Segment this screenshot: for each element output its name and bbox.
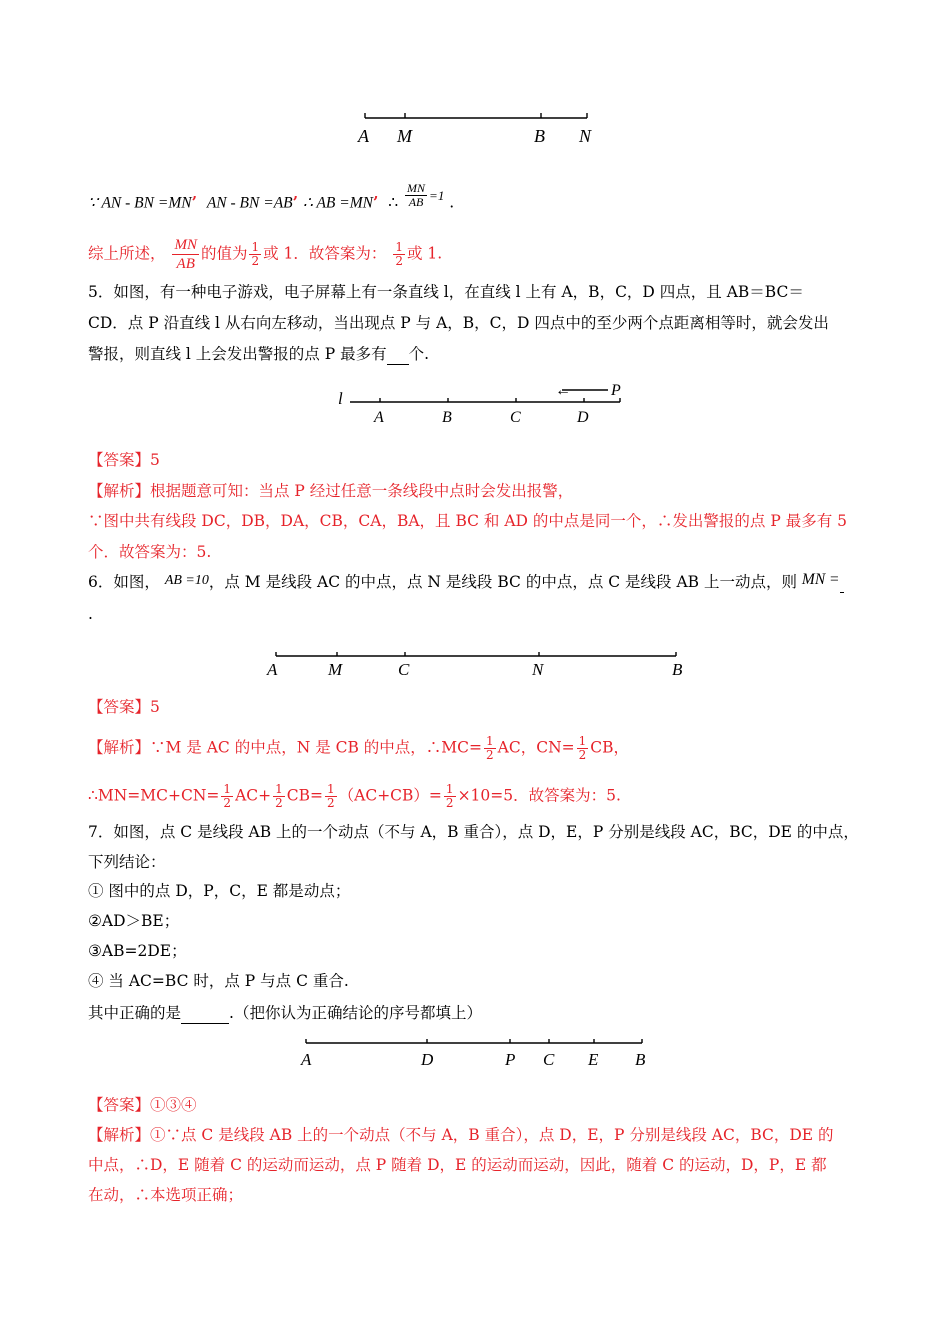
summary-frac-num: MN [174,237,197,253]
half-den: 2 [275,796,283,810]
q6-exp-l2d: （AC+CB）= [338,786,442,805]
proof-frac-num: MN [407,181,426,195]
proof-frac-den: AB [408,195,424,209]
label-b: B [442,409,452,426]
figure-segment-amb-n [350,106,610,152]
half-den: 2 [327,796,335,810]
q7-answer-blank [181,1003,229,1024]
label-a: A [374,409,384,426]
half-num: 1 [578,734,587,748]
q6-exp-l1b: AC，CN= [497,738,575,757]
q7-line1: 7．如图，点 C 是线段 AB 上的一个动点（不与 A，B 重合），点 D，E，P 分别是线段 AC，BC，DE 的中点， [88,823,859,841]
label-a: A [301,1050,312,1069]
q5-answer: 【答案】5 [88,451,160,469]
label-line-l: l [338,389,343,408]
half-num: 1 [275,782,283,796]
summary-fraction [172,236,199,273]
figure-segment-adpceb [296,1034,656,1072]
q5-line1: 5．如图，有一种电子游戏，电子屏幕上有一条直线 l，在直线 l 上有 A，B，C，D 四点，且 AB＝BC＝ [88,283,804,301]
q5-line2: CD．点 P 沿直线 l 从右向左移动，当出现点 P 与 A，B，C，D 四点中的至少两个点距离相等时，就会发出 [88,314,829,332]
proof-quote1: ’ [191,192,197,212]
summary-lead: 综上所述， [88,244,166,263]
label-b: B [534,126,545,146]
proof-quote3: ’ [372,192,379,212]
summary-or2: 或 1. [406,244,443,263]
q6-exp-l2a: ∴MN=MC+CN= [88,786,220,805]
half-den: 2 [486,748,494,762]
q5-line3-tail: 个. [408,345,430,363]
q5-answer-blank [387,344,409,365]
label-c: C [510,409,521,426]
q5-exp-line3: 个．故答案为：5. [88,543,212,561]
q5-exp-line1: 【解析】根据题意可知：当点 P 经过任意一条线段中点时会发出报警， [88,482,574,500]
q5-exp-line2: ∵图中共有线段 DC，DB，DA，CB，CA，BA，且 BC 和 AD 的中点是同一个，∴发出警报的点 P 最多有 5 [88,512,847,530]
label-c: C [398,660,410,679]
q6-exp-l2e: ×10=5．故答案为：5. [457,786,621,805]
half-num: 1 [327,782,335,796]
q6-exp-l2c: CB= [286,786,323,805]
q7-conclusion3: ③AB=2DE； [88,942,187,960]
q7-conclusion4: ④ 当 AC=BC 时，点 P 与点 C 重合. [88,972,349,990]
figure-game-line [330,378,630,430]
q6-mn: MN = [801,571,840,588]
proof-therefore: ∴ [388,193,399,212]
q6-answer-blank [840,572,844,593]
summary-half2-den: 2 [395,254,403,268]
half-fraction [577,735,589,762]
label-m: M [397,126,412,146]
proof-dot: . [449,193,455,212]
q7-exp-line3: 在动，∴本选项正确； [88,1186,244,1204]
label-p: P [505,1050,516,1069]
summary-half-den: 2 [251,254,260,268]
proof-fraction [405,182,427,209]
label-b: B [672,660,683,679]
q7-prompt-tail: .（把你认为正确结论的序号都填上） [229,1004,482,1022]
q6-line [88,572,844,594]
half-fraction [221,783,233,810]
summary-frac-den: AB [176,256,195,272]
half-fraction [325,783,337,810]
label-b: B [635,1050,646,1069]
summary-half [249,241,261,268]
q6-lead: 6．如图， [88,573,160,591]
q7-exp-line2: 中点，∴D，E 随着 C 的运动而运动，点 P 随着 D，E 的运动而运动，因此，随着 C 的运动，D，P，E 都 [88,1156,827,1174]
summary-half-num: 1 [251,240,260,254]
q6-exp-l2b: AC+ [235,786,272,805]
summary-or1: 或 1．故答案为： [263,244,387,263]
proof-part1: ∵ AN - BN =MN [88,194,192,212]
half-den: 2 [223,796,232,810]
q6-dot: . [88,605,93,623]
label-a: A [267,660,278,679]
proof-quote2: ’ [292,192,299,212]
half-den: 2 [445,796,454,810]
q6-exp-line1 [88,735,629,762]
arrow-head: ← [555,382,571,399]
q6-exp-l1a: 【解析】∵M 是 AC 的中点，N 是 CB 的中点，∴MC= [88,738,483,757]
q6-ab: AB =10 [164,573,209,588]
label-e: E [588,1050,599,1069]
q6-text: ，点 M 是线段 AC 的中点，点 N 是线段 BC 的中点，点 C 是线段 AB 上一动点，则 [208,573,797,591]
q7-prompt [88,1003,482,1024]
label-c: C [543,1050,555,1069]
q5-line3 [88,344,429,365]
figure-segment-amcnb [262,648,692,684]
proof-part2: AN - BN =AB [206,194,293,212]
label-n: N [532,660,544,679]
q7-conclusion1: ① 图中的点 D，P，C，E 都是动点； [88,882,351,900]
half-fraction [273,783,285,810]
half-den: 2 [578,748,587,762]
q7-line2: 下列结论： [88,853,166,871]
proof-line [88,181,455,217]
half-num: 1 [445,782,454,796]
half-fraction [484,735,496,762]
q7-answer: 【答案】①③④ [88,1096,197,1114]
label-n: N [579,126,592,146]
half-num: 1 [223,782,232,796]
q7-prompt-text: 其中正确的是 [88,1004,182,1022]
summary-half2 [393,241,405,268]
half-fraction [444,783,456,810]
q5-line3-text: 警报，则直线 l 上会发出警报的点 P 最多有 [88,345,387,363]
q6-exp-l1c: CB， [590,738,630,757]
q7-conclusion2: ②AD＞BE； [88,912,180,930]
label-d: D [421,1050,434,1069]
label-p: P [611,382,621,399]
summary-half2-num: 1 [395,240,403,254]
q6-exp-line2 [88,783,621,810]
label-a: A [358,126,369,146]
proof-part3: ∴ AB =MN [302,194,373,212]
label-m: M [328,660,343,679]
summary-line [88,236,442,273]
label-d: D [577,409,589,426]
half-num: 1 [486,734,494,748]
summary-mid: 的值为 [200,244,248,263]
proof-eq: =1 [429,187,445,203]
q7-exp-line1: 【解析】①∵点 C 是线段 AB 上的一个动点（不与 A，B 重合），点 D，E，P 分别是线段 AC，BC，DE 的 [88,1126,834,1144]
q6-answer: 【答案】5 [88,698,160,716]
